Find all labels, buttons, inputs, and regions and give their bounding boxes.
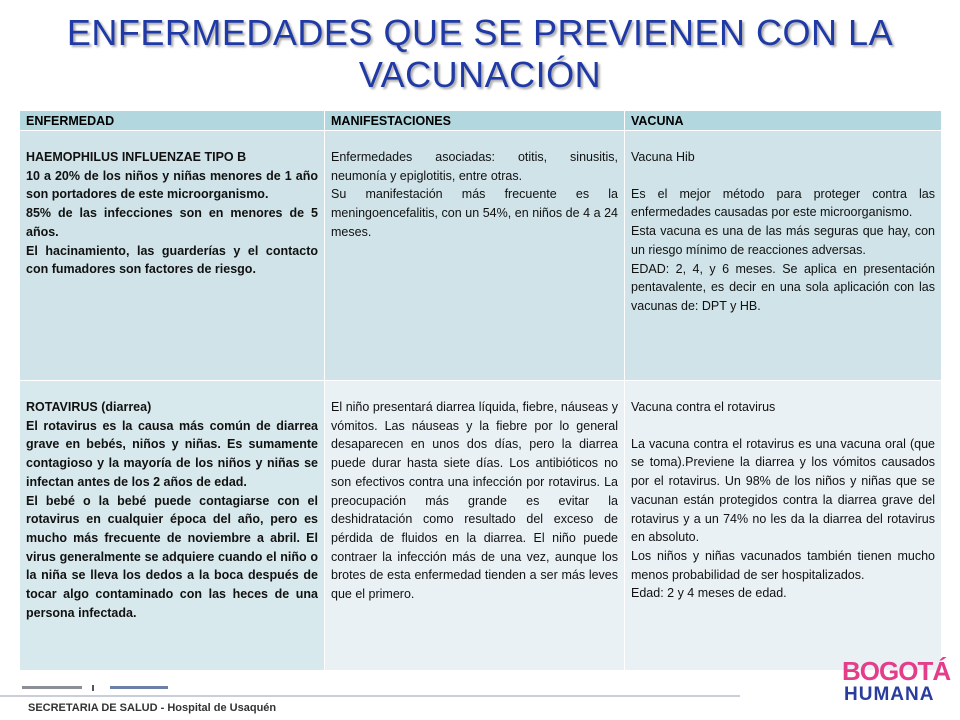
vaccine-detail: Es el mejor método para proteger contra las enfermedades causadas por este microorganismo. bbox=[631, 186, 935, 220]
vaccine-detail: La vacuna contra el rotavirus es una vacuna oral (que se toma).Previene la diarrea y los vómitos causados por el rotavirus. Un 98% de los niños y niñas que se vacunan están protegidos contra la diarrea grave del rotavirus y a un 74% no les da la diarrea del rotavirus en absoluto. bbox=[631, 436, 935, 545]
vaccine-name: Vacuna contra el rotavirus bbox=[631, 400, 776, 414]
header-disease: ENFERMEDAD bbox=[20, 111, 325, 131]
manifestations-cell bbox=[325, 381, 625, 671]
logo-bottom-text: HUMANA bbox=[844, 684, 935, 705]
disease-detail: El hacinamiento, las guarderías y el contacto con fumadores son factores de riesgo. bbox=[26, 243, 318, 277]
table-header-row bbox=[20, 111, 942, 131]
logo-top-text: BOGOTÁ bbox=[842, 656, 951, 686]
manifestation-text: Enfermedades asociadas: otitis, sinusitis, neumonía y epiglotitis, entre otras. bbox=[331, 150, 618, 183]
table-row bbox=[20, 131, 942, 381]
disease-name: HAEMOPHILUS INFLUENZAE TIPO B bbox=[26, 150, 247, 164]
disease-detail: El rotavirus es la causa más común de diarrea grave en bebés, niños y niñas. Es sumamente contagioso y la mayoría de los niños y niñas se infectan antes de los 2 años de edad. bbox=[26, 418, 318, 489]
manifestations-cell bbox=[325, 131, 625, 381]
disease-detail: El bebé o la bebé puede contagiarse con el rotavirus en cualquier época del año, pero es mucho más frecuente de noviembre a abril. El virus generalmente se adquiere cuando el niño o la niña se lleva los dedos a la boca después de tocar algo contaminado con las heces de una persona infectada. bbox=[26, 493, 318, 620]
manifestation-text: Su manifestación más frecuente es la meningoencefalitis, con un 54%, en niños de 4 a 24 meses. bbox=[331, 187, 618, 239]
vaccination-table bbox=[19, 110, 942, 671]
footer-text: SECRETARIA DE SALUD - Hospital de Usaquén bbox=[28, 702, 277, 714]
header-manifestations: MANIFESTACIONES bbox=[325, 111, 625, 131]
vaccine-detail: Los niños y niñas vacunados también tienen mucho menos probabilidad de ser hospitalizados. bbox=[631, 548, 935, 582]
bogota-humana-logo bbox=[842, 656, 951, 712]
table-row bbox=[20, 381, 942, 671]
footer-divider bbox=[0, 695, 740, 697]
vaccine-detail: Esta vacuna es una de las más seguras que hay, con un riesgo mínimo de reacciones adversas. bbox=[631, 224, 935, 257]
disease-cell bbox=[20, 381, 325, 671]
page-title: ENFERMEDADES QUE SE PREVIENEN CON LA VACUNACIÓN bbox=[66, 12, 894, 95]
manifestation-text: El niño presentará diarrea líquida, fiebre, náuseas y vómitos. Las náuseas y la fiebre por lo general desaparecen en unos dos días, pero la diarrea puede durar hasta siete días. Los antibióticos no son efectivos contra una infección por rotavirus. La preocupación más grande es evitar la deshidratación como resultado del exceso de pérdida de fluidos en la diarrea. El niño puede contraer la infección más de una vez, aunque los brotes de esta enfermedad tienden a ser más leves que el primero. bbox=[331, 400, 618, 602]
disease-name: ROTAVIRUS (diarrea) bbox=[26, 400, 152, 414]
disease-detail: 10 a 20% de los niños y niñas menores de 1 año son portadores de este microorganismo. bbox=[26, 168, 318, 202]
vaccine-cell bbox=[625, 381, 942, 671]
disease-cell bbox=[20, 131, 325, 381]
vaccine-cell bbox=[625, 131, 942, 381]
footer-small-logo bbox=[22, 684, 172, 692]
vaccine-name: Vacuna Hib bbox=[631, 150, 695, 164]
vaccine-detail: Edad: 2 y 4 meses de edad. bbox=[631, 586, 787, 601]
disease-detail: 85% de las infecciones son en menores de 5 años. bbox=[26, 206, 318, 239]
vaccine-detail: EDAD: 2, 4, y 6 meses. Se aplica en presentación pentavalente, es decir en una sola aplicación con las vacunas de: DPT y HB. bbox=[631, 261, 935, 313]
header-vaccine: VACUNA bbox=[625, 111, 942, 131]
